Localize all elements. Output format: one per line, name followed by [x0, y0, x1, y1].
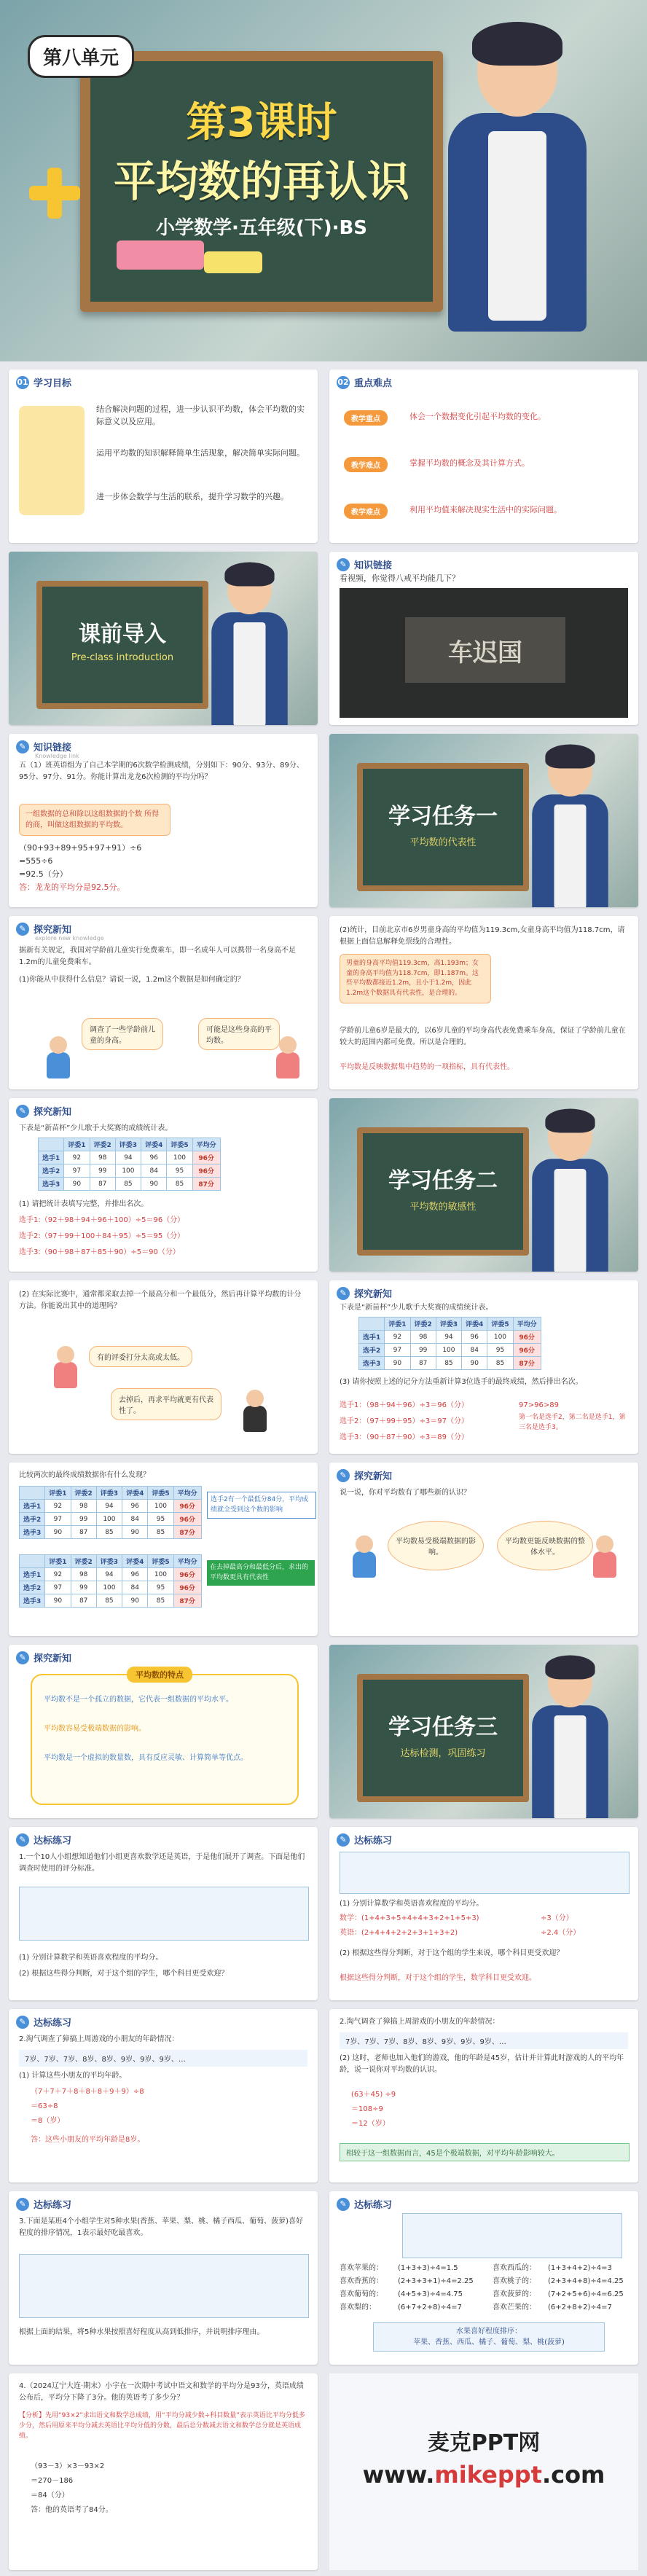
slide-title: 知识链接 [354, 560, 393, 571]
slide-subtitle: 平均数的敏感性 [409, 1202, 477, 1213]
goal-item: 结合解决问题的过程，进一步认识平均数，体会平均数的实际意义以及应用。 [96, 404, 305, 427]
calc-line: 选手2：（97＋99＋95）÷3＝97（分） [340, 1417, 469, 1425]
explanation-box: 男童的身高平均值119.3cm，高1.193m；女童的身高平均值为118.7cm，即1.187m。这些平均数都接近1.2m，且小于1.2m，因此1.2m这个数据具有代表性，是合理的。 [340, 954, 491, 1003]
question: (1)你能从中获得什么信息？请说一说，1.2m这个数据是如何确定的？ [19, 976, 245, 984]
brand-url[interactable] [329, 2461, 638, 2489]
book-icon: ✎ [16, 1833, 29, 1847]
slide-task-three [329, 1645, 638, 1818]
key-text: 利用平均值来解决现实生活中的实际问题。 [409, 505, 562, 514]
note-box: 选手2有一个最低分84分，平均成绩就全受到这个数的影响 [207, 1492, 316, 1519]
fruit-label: 喜欢西瓜的： [493, 2264, 536, 2272]
question: (2) 在实际比赛中，通常都采取去掉一个最高分和一个最低分，然后再计算平均数的计分方法。你能说出其中的道理吗？ [19, 1291, 302, 1310]
note: 97>96>89 [519, 1401, 559, 1409]
slide-knowledge-link [9, 734, 318, 907]
score-table: 评委1 评委2 评委3 评委4 评委5 平均分 选手1 92 98 94 96 100 96分 选手2 97 99 100 84 95 96分 选手3 90 87 85 90 85 87分 [19, 1554, 202, 1608]
calc-line: ＝108÷9 [351, 2105, 383, 2113]
score-table: 评委1 评委2 评委3 评委4 评委5 平均分 选手1 92 98 94 96 100 96分 选手2 97 99 100 84 95 96分 选手3 90 87 85 90 85 87分 [38, 1138, 221, 1191]
slide-title: 学习任务三 [388, 1715, 498, 1740]
ranking-value: 苹果、香蕉、西瓜、橘子、葡萄、梨、桃(菠萝) [413, 2338, 565, 2346]
boy-illustration [205, 566, 290, 725]
table-row: 选手2 97 99 100 84 95 96分 [359, 1344, 541, 1357]
problem-text: 2.淘气调查了獐搞上周游戏的小朋友的年龄情况： [340, 2018, 500, 2026]
slide-explore-1 [9, 916, 318, 1089]
calc-result: ÷3（分） [541, 1914, 573, 1922]
slide-practice-1 [9, 1827, 318, 2000]
slide-title: 探究新知 [34, 1107, 72, 1118]
slide-title: 达标练习 [34, 1836, 72, 1847]
speech-bubble: 平均数更能反映数据的整体水平。 [497, 1521, 593, 1570]
book-icon: ✎ [16, 923, 29, 936]
slide-practice-1b [329, 1827, 638, 2000]
problem-text: 五（1）班英语组为了自己本学期的6次数学检测成绩，分别如下：90分、93分、89分、95分、97分、91分。你能计算出龙龙6次检测的平均分吗？ [19, 762, 304, 781]
slide-title: 学习任务二 [388, 1168, 498, 1194]
answer: 答：龙龙的平均分是92.5分。 [19, 882, 125, 892]
slide-compare [9, 1463, 318, 1636]
speech-bubble: 有的评委打分太高或太低。 [89, 1346, 192, 1367]
problem-text: 1.一个10人小组想知道他们小组更喜欢数学还是英语，于是他们展开了调查。下面是他们调查时使用的评分标准。 [19, 1853, 305, 1873]
pencil-illustration [19, 406, 85, 515]
fruit-calc: (6+7+2+8)÷4=7 [398, 2303, 462, 2311]
fruit-calc: (2+3+3+1)÷4=2.25 [398, 2277, 474, 2285]
score-table: 评委1 评委2 评委3 评委4 评委5 平均分 选手1 92 98 94 96 100 96分 选手2 97 99 100 84 95 96分 选手3 90 87 85 90 85 87分 [358, 1317, 541, 1370]
boy-illustration [526, 1659, 611, 1818]
slide-score-table [9, 1098, 318, 1272]
book-icon: ✎ [337, 558, 350, 571]
rating-table [340, 1852, 630, 1894]
brand-name: 麦克PPT网 [427, 2430, 541, 2456]
calc-line: =555÷6 [19, 856, 53, 866]
score-table: 评委1 评委2 评委3 评委4 评委5 平均分 选手1 92 98 94 96 100 96分 选手2 97 99 100 84 95 96分 选手3 90 87 85 90 85 87分 [19, 1486, 202, 1539]
slide-title: 达标练习 [354, 2200, 393, 2211]
table-row: 选手1 92 98 94 96 100 96分 [39, 1151, 221, 1164]
slide-title: 课前导入 [79, 622, 166, 647]
note: 第一名是选手2，第二名是选手1，第三名是选手3。 [519, 1414, 626, 1431]
problem-text: 据新有关规定，我国对学龄前儿童实行免费乘车，即一名成年人可以携带一名身高不足1.2m的儿童免费乘车。 [19, 947, 296, 966]
problem-text: (2)统计，目前北京市6岁男童身高的平均值为119.3cm,女童身高平均值为118.7cm，请根据上面信息解释免票线的合理性。 [340, 926, 625, 946]
tag-pill: 教学难点 [344, 457, 388, 472]
table-row: 选手3 90 87 85 90 85 87分 [20, 1594, 202, 1608]
fruit-calc: (1+3+4+2)÷4=3 [548, 2264, 612, 2272]
table-row: 选手1 92 98 94 96 100 96分 [359, 1331, 541, 1344]
conclusion: 平均数是反映数据集中趋势的一项指标，具有代表性。 [340, 1063, 514, 1071]
problem-text: 3.下面是某班4个小组学生对5种水果(香蕉、苹果、梨、桃、橘子西瓜、葡萄、菠萝)喜好程度的排序情况，1表示最好吃最喜欢。 [19, 2217, 304, 2237]
key-text: 掌握平均数的概念及其计算方式。 [409, 458, 530, 468]
brand-panel [329, 2373, 638, 2570]
video-frame[interactable] [340, 588, 628, 718]
chalkboard [357, 763, 529, 891]
fruit-calc: (6+2+8+2)÷4=7 [548, 2303, 612, 2311]
calc-line: （7＋7＋7＋8＋8＋8＋9＋9）÷8 [31, 2088, 144, 2096]
tag-pill: 教学难点 [344, 504, 388, 519]
temple-sign: 车迟国 [405, 617, 565, 683]
analysis: 【分析】先用“93×2”求出语文和数学总成绩，用“平均分减少数÷科目数量”表示英语比平均分低多少分，然后用原来平均分减去英语比平均分低的分数，最后总分数减去语文和数学总分就是英语成绩。 [19, 2412, 305, 2440]
slide-practice-3b [329, 2191, 638, 2365]
calc-result: ÷2.4（分） [541, 1929, 581, 1937]
calc-line: =92.5（分） [19, 869, 68, 879]
slide-practice-2 [9, 2009, 318, 2182]
slide-title: 探究新知 [34, 1653, 72, 1664]
question: (1) 请把统计表填写完整，并排出名次。 [19, 1200, 149, 1208]
eraser-icon [117, 240, 204, 270]
slide-subtitle: Knowledge link [35, 753, 79, 759]
feature-line: 平均数容易受极端数据的影响。 [44, 1725, 146, 1733]
book-icon: ✎ [16, 2016, 29, 2029]
slide-intro [9, 552, 318, 725]
question: (3) 请你按照上述的记分方法重新计算3位选手的最终成绩，然后排出名次。 [340, 1378, 583, 1386]
slide-title: 探究新知 [354, 1471, 393, 1482]
chalkboard [36, 581, 208, 709]
question: (2) 根据这些得分判断，对于这个组的学生来说，哪个科目更受欢迎？ [340, 1949, 564, 1957]
section-number: 02 [337, 376, 350, 389]
ranking-label: 水果喜好程度排序： [456, 2328, 522, 2336]
goal-item: 运用平均数的知识解释简单生活现象，解决简单实际问题。 [96, 448, 305, 458]
note-box: 在去掉最高分和最低分后，求出的平均数更具有代表性 [207, 1560, 315, 1586]
answer: 根据这些得分判断，对于这个组的学生，数学科目更受欢迎。 [340, 1974, 536, 1982]
slide-title: 重点难点 [354, 378, 393, 389]
boy-illustration [526, 1113, 611, 1272]
slide-practice-3 [9, 2191, 318, 2365]
card-title: 平均数的特点 [127, 1667, 192, 1683]
tag-pill: 教学重点 [344, 410, 388, 426]
slide-video [329, 552, 638, 725]
slide-features [9, 1645, 318, 1818]
book-icon: ✎ [16, 740, 29, 753]
girl-icon [52, 1346, 79, 1390]
question: (1) 计算这些小朋友的平均年龄。 [19, 2072, 127, 2080]
question: 根据上面的结果，将5种水果按照喜好程度从高到低排序，并说明排序理由。 [19, 2328, 264, 2336]
fruit-calc: (2+3+4+8)÷4=4.25 [548, 2277, 624, 2285]
speech-bubble: 去掉后，再求平均就更有代表性了。 [111, 1388, 221, 1420]
calc-line: 数学：(1+4+3+5+4+4+3+2+1+5+3) [340, 1914, 479, 1922]
ranking-table [19, 2254, 309, 2318]
url-suffix: .com [541, 2461, 605, 2489]
slide-title: 探究新知 [354, 1289, 393, 1300]
explanation: 学龄前儿童6岁是最大的，以6岁儿童的平均身高代表免费乘车身高，保证了学龄前儿童在较大的范围内都可免费。所以是合理的。 [340, 1027, 626, 1046]
slide-practice-4 [9, 2373, 318, 2570]
girl-icon [275, 1036, 301, 1080]
table-row: 选手3 90 87 85 90 85 87分 [39, 1178, 221, 1191]
ranking-result [373, 2322, 605, 2352]
cover-slide [0, 0, 647, 361]
slide-title: 学习目标 [34, 378, 72, 389]
speech-bubble: 可能是这些身高的平均数。 [198, 1018, 280, 1050]
book-icon: ✎ [16, 2198, 29, 2211]
table-row: 选手1 92 98 94 96 100 96分 [20, 1568, 202, 1581]
calc-line: 选手1:（92＋98＋94＋96＋100）÷5＝96（分） [19, 1216, 185, 1224]
question: (1) 分别计算数学和英语喜欢程度的平均分。 [19, 1954, 163, 1962]
plus-icon [29, 168, 80, 219]
table-row: 选手3 90 87 85 90 85 87分 [359, 1357, 541, 1370]
fruit-label: 喜欢葡萄的： [340, 2290, 383, 2298]
slide-key-points [329, 369, 638, 543]
fruit-calc: (7+2+5+6)÷4=6.25 [548, 2290, 624, 2298]
teacher-icon [242, 1390, 268, 1433]
calc-line: ＝63÷8 [31, 2102, 58, 2110]
cover-subtitle: 平均数的再认识 [113, 157, 409, 206]
fruit-label: 喜欢梨的： [340, 2303, 376, 2311]
chalkboard [80, 51, 443, 312]
definition-note: 一组数据的总和除以这组数据的个数 所得的商，叫做这组数据的平均数。 [19, 804, 170, 836]
slide-subtitle: 平均数的代表性 [409, 837, 477, 848]
question: 看视频，你觉得八戒平均能几下？ [340, 573, 460, 583]
slide-subtitle: 达标检测，巩固练习 [400, 1748, 486, 1759]
fruit-label: 喜欢芒果的： [493, 2303, 536, 2311]
table-row: 选手2 97 99 100 84 95 96分 [20, 1581, 202, 1594]
book-icon: ✎ [337, 1287, 350, 1300]
question: (2) 这时，老师也加入他们的游戏，他的年龄是45岁，估计并计算此时游戏的人的平均年龄，说一说你对平均数的认识。 [340, 2054, 624, 2074]
slide-learning-goals [9, 369, 318, 543]
question: 下表是“新苗杯”少儿歌手大奖赛的成绩统计表。 [19, 1124, 173, 1132]
table-row: 选手2 97 99 100 84 95 96分 [20, 1513, 202, 1526]
calc-line: ＝12（岁） [351, 2120, 390, 2128]
slide-title: 知识链接 [34, 743, 72, 753]
feature-card [31, 1670, 299, 1805]
speech-bubble: 平均数易受极端数据的影响。 [388, 1521, 484, 1570]
book-icon: ✎ [16, 1105, 29, 1118]
speech-bubble: 调查了一些学龄前儿童的身高。 [82, 1018, 163, 1050]
question: (1) 分别计算数学和英语喜欢程度的平均分。 [340, 1900, 484, 1908]
age-sequence: 7岁、7岁、7岁、8岁、8岁、9岁、9岁、9岁、… [19, 2050, 307, 2067]
book-icon: ✎ [337, 2198, 350, 2211]
boy-illustration [437, 29, 590, 335]
calc-line: 选手2:（97＋99＋100＋84＋95）÷5＝95（分） [19, 1232, 185, 1240]
calc-line: 英语：(2+4+4+2+2+3+1+3+2) [340, 1929, 458, 1937]
calc-line: （93－3）×3－93×2 [31, 2462, 105, 2470]
feature-line: 平均数是一个虚拟的数量数，具有反应灵敏、计算简单等优点。 [44, 1754, 248, 1762]
calc-line: ＝270－186 [31, 2477, 74, 2485]
calc-line: ＝84（分） [31, 2491, 69, 2499]
cover-title: 第3课时 [186, 99, 337, 146]
slide-task-two [329, 1098, 638, 1272]
cover-grade: 小学数学·五年级(下)·BS [155, 217, 368, 239]
answer: 答：这些小朋友的平均年龄是8岁。 [31, 2136, 145, 2144]
chalkboard [357, 1127, 529, 1256]
slide-title: 达标练习 [34, 2018, 72, 2029]
answer: 答：他的英语考了84分。 [31, 2506, 113, 2514]
fruit-label: 喜欢菠萝的： [493, 2290, 536, 2298]
question: 比较两次的最终成绩数据你有什么发现？ [19, 1471, 150, 1479]
boy-icon [45, 1036, 71, 1080]
calc-line: 选手1：（98＋94＋96）÷3＝96（分） [340, 1401, 469, 1409]
slide-practice-2b [329, 2009, 638, 2182]
slide-explore-2 [329, 916, 638, 1089]
slide-title: 达标练习 [354, 1836, 393, 1847]
problem-text: 2.淘气调查了獐搞上周游戏的小朋友的年龄情况： [19, 2035, 179, 2043]
table-row: 选手1 92 98 94 96 100 96分 [20, 1500, 202, 1513]
slide-title: 探究新知 [34, 925, 72, 936]
table-row: 选手2 97 99 100 84 95 96分 [39, 1164, 221, 1178]
boy-illustration [526, 748, 611, 907]
chalkboard [357, 1674, 529, 1802]
slide-new-understanding [329, 1463, 638, 1636]
fruit-calc: (1+3+3)÷4=1.5 [398, 2264, 458, 2272]
girl-icon [592, 1535, 618, 1579]
fruit-label: 喜欢香蕉的： [340, 2277, 383, 2285]
calc-line: 选手3:（90＋98＋87＋85＋90）÷5＝90（分） [19, 1248, 180, 1256]
question: (2) 根据这些得分判断，对于这个组的学生，哪个科目更受欢迎？ [19, 1970, 229, 1978]
section-number: 01 [16, 376, 29, 389]
ranking-table [402, 2213, 622, 2258]
calc-line: 选手3：（90＋87＋90）÷3＝89（分） [340, 1433, 469, 1441]
slide-explore-3 [9, 1280, 318, 1454]
unit-tag: 第八单元 [28, 35, 134, 78]
slide-title: 达标练习 [34, 2200, 72, 2211]
slide-title: 学习任务一 [388, 804, 498, 829]
conclusion: 相较于这一组数据而言，45是个极端数据，对平均年龄影响较大。 [340, 2143, 630, 2161]
calc-line: （90+93+89+95+97+91）÷6 [19, 843, 142, 853]
url-prefix: www. [362, 2461, 435, 2489]
age-sequence: 7岁、7岁、7岁、8岁、8岁、9岁、9岁、9岁、… [340, 2032, 628, 2049]
slide-task-one [329, 734, 638, 907]
fruit-calc: (4+5+3)÷4=4.75 [398, 2290, 463, 2298]
book-icon: ✎ [337, 1833, 350, 1847]
boy-icon [351, 1535, 377, 1579]
slide-subtitle: explore new knowledge [35, 935, 104, 941]
eraser-icon [204, 251, 262, 273]
slide-subtitle: Pre-class introduction [71, 652, 174, 663]
calc-line: (63＋45) ÷9 [351, 2091, 396, 2099]
calc-line: ＝8（岁） [31, 2117, 65, 2125]
goal-item: 进一步体会数学与生活的联系，提升学习数学的兴趣。 [96, 492, 289, 501]
book-icon: ✎ [337, 1469, 350, 1482]
slide-explore-4 [329, 1280, 638, 1454]
book-icon: ✎ [16, 1651, 29, 1664]
question: 说一说，你对平均数有了哪些新的认识？ [340, 1489, 471, 1497]
rating-table [19, 1887, 309, 1941]
problem-text: 4.（2024辽宁大连·期末）小宇在一次期中考试中语文和数学的平均分是93分，英语成绩公布后，平均分下降了3分。他的英语考了多少分？ [19, 2382, 304, 2402]
key-text: 体会一个数据变化引起平均数的变化。 [409, 412, 546, 421]
table-row: 选手3 90 87 85 90 85 87分 [20, 1526, 202, 1539]
question: 下表是“新苗杯”少儿歌手大奖赛的成绩统计表。 [340, 1304, 493, 1312]
fruit-label: 喜欢桃子的： [493, 2277, 536, 2285]
url-domain: mikeppt [434, 2461, 542, 2489]
fruit-label: 喜欢苹果的： [340, 2264, 383, 2272]
feature-line: 平均数不是一个孤立的数据，它代表一组数据的平均水平。 [44, 1696, 233, 1704]
